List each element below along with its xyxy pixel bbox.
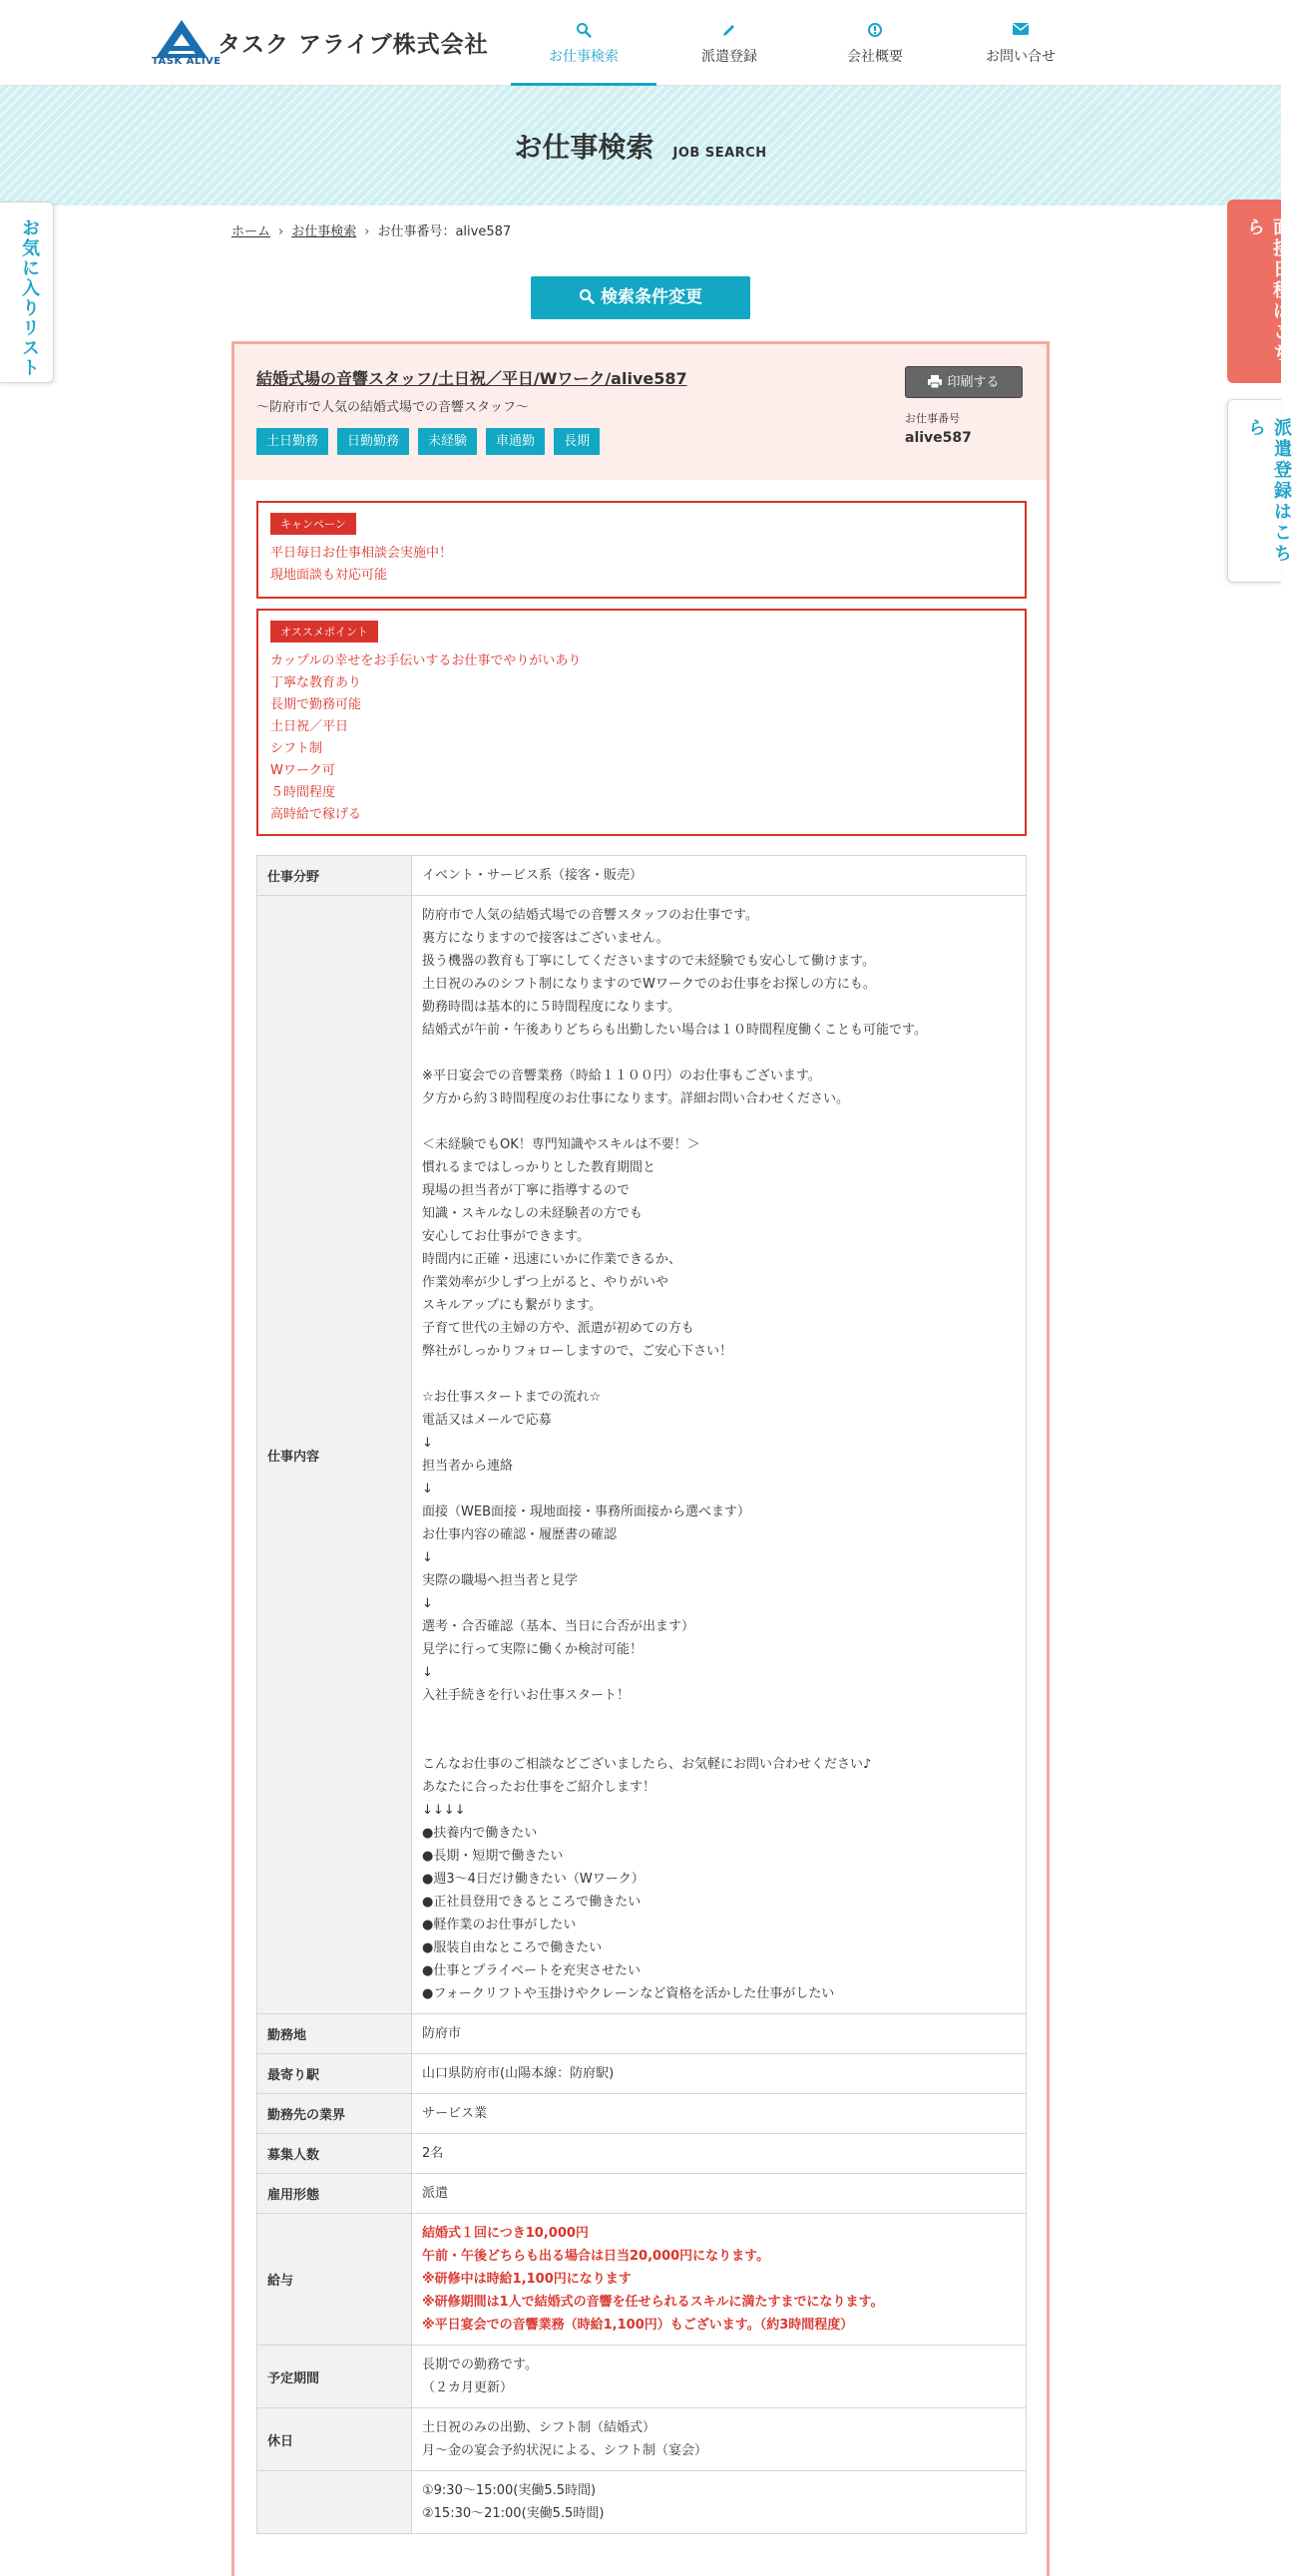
text-line: カップルの幸せをお手伝いするお仕事でやりがいあり bbox=[270, 653, 582, 668]
nav-contact[interactable] bbox=[948, 0, 1093, 86]
page-title: お仕事検索 bbox=[514, 131, 654, 164]
text-line: あなたに合ったお仕事をご紹介します！ bbox=[422, 1780, 656, 1795]
text-line: ●仕事とプライベートを充実させたい bbox=[422, 1963, 641, 1978]
detail-value bbox=[412, 2094, 1026, 2133]
breadcrumb-home[interactable]: ホーム bbox=[231, 224, 271, 239]
job-card-header bbox=[234, 344, 1047, 480]
text-line: ●正社員登用できるところで働きたい bbox=[422, 1895, 642, 1910]
text-line: こんなお仕事のご相談などございましたら、お気軽にお問い合わせください♪ bbox=[422, 1757, 872, 1772]
recommend-points-box bbox=[256, 609, 1027, 836]
text-line bbox=[422, 1363, 1016, 1386]
job-tag: 土日勤務 bbox=[256, 428, 328, 455]
text-line bbox=[422, 1042, 1016, 1065]
search-icon bbox=[511, 22, 656, 40]
detail-row bbox=[256, 2014, 1027, 2054]
text-line: 月～金の宴会予約状況による、シフト制（宴会） bbox=[422, 2443, 708, 2458]
detail-row bbox=[256, 856, 1027, 896]
job-details-table bbox=[256, 855, 1027, 2534]
nav-label: お問い合せ bbox=[986, 49, 1056, 65]
site-header bbox=[0, 0, 1281, 86]
text-line: スキルアップにも繋がります。 bbox=[422, 1298, 602, 1313]
info-icon bbox=[802, 22, 948, 40]
detail-row bbox=[256, 2054, 1027, 2094]
text-line: Wワーク可 bbox=[270, 763, 335, 778]
job-card bbox=[231, 341, 1050, 2576]
detail-row bbox=[256, 2174, 1027, 2214]
nav-registration[interactable] bbox=[656, 0, 802, 86]
detail-label: 休日 bbox=[257, 2408, 412, 2470]
job-tags bbox=[256, 428, 609, 455]
detail-label: 仕事内容 bbox=[257, 896, 412, 2013]
text-line: ↓ bbox=[422, 1550, 433, 1565]
page-subtitle: JOB SEARCH bbox=[672, 146, 767, 161]
text-line bbox=[422, 1707, 1016, 1730]
text-line: 子育て世代の主婦の方や、派遣が初めての方も bbox=[422, 1321, 694, 1336]
detail-value bbox=[412, 856, 1026, 895]
detail-value bbox=[412, 2471, 1026, 2533]
text-line: 派遣 bbox=[422, 2186, 449, 2201]
detail-value bbox=[412, 2174, 1026, 2213]
text-line: 現場の担当者が丁寧に指導するので bbox=[422, 1183, 631, 1198]
main-nav bbox=[511, 0, 1093, 86]
text-line: 防府市 bbox=[422, 2026, 462, 2041]
breadcrumb bbox=[231, 220, 511, 239]
job-title[interactable]: 結婚式場の音響スタッフ/土日祝／平日/Wワーク/alive587 bbox=[256, 369, 687, 388]
text-line: 電話又はメールで応募 bbox=[422, 1413, 552, 1428]
print-label: 印刷する bbox=[947, 375, 1000, 390]
text-line: ●扶養内で働きたい bbox=[422, 1826, 538, 1841]
company-logo[interactable] bbox=[152, 18, 489, 70]
text-line: 知識・スキルなしの未経験者の方でも bbox=[422, 1206, 643, 1221]
nav-company[interactable] bbox=[802, 0, 948, 86]
text-line: ●軽作業のお仕事がしたい bbox=[422, 1918, 577, 1932]
detail-label: 予定期間 bbox=[257, 2346, 412, 2407]
detail-label: 雇用形態 bbox=[257, 2174, 412, 2213]
text-line: ＜未経験でもOK！専門知識やスキルは不要！＞ bbox=[422, 1137, 700, 1152]
favorites-tab-label: お気に入りリスト bbox=[19, 218, 40, 378]
campaign-badge: キャンペーン bbox=[270, 513, 356, 535]
text-line bbox=[422, 1110, 1016, 1133]
change-search-button[interactable] bbox=[531, 276, 750, 319]
text-line: 面接（WEB面接・現地面接・事務所面接から選べます） bbox=[422, 1504, 750, 1519]
logo-subtext: TASK ALIVE bbox=[152, 56, 221, 67]
recommend-badge: オススメポイント bbox=[270, 621, 378, 643]
text-line: 見学に行って実際に働くか検討可能！ bbox=[422, 1642, 644, 1657]
text-line: 午前・午後どちらも出る場合は日当20,000円になります。 bbox=[422, 2249, 770, 2264]
campaign-box bbox=[256, 501, 1027, 599]
text-line: 時間内に正確・迅速にいかに作業できるか、 bbox=[422, 1252, 682, 1267]
nav-job-search[interactable] bbox=[511, 0, 656, 86]
interview-schedule-tab[interactable] bbox=[1227, 200, 1291, 383]
detail-value bbox=[412, 896, 1026, 2013]
detail-row bbox=[256, 2471, 1027, 2534]
detail-label: 募集人数 bbox=[257, 2134, 412, 2173]
text-line: ※研修中は時給1,100円になります bbox=[422, 2272, 632, 2287]
logo-text: タスク アライブ株式会社 bbox=[217, 32, 489, 58]
detail-row bbox=[256, 2408, 1027, 2471]
text-line: ※研修期間は1人で結婚式の音響を任せられるスキルに満たすまでになります。 bbox=[422, 2295, 884, 2310]
chevron-right-icon: › bbox=[278, 224, 284, 239]
text-line: ●週3～4日だけ働きたい（Wワーク） bbox=[422, 1872, 645, 1887]
detail-value bbox=[412, 2134, 1026, 2173]
job-number: alive587 bbox=[905, 430, 972, 446]
text-line: ５時間程度 bbox=[270, 785, 336, 800]
text-line: 土日祝のみの出勤、シフト制（結婚式） bbox=[422, 2420, 656, 2435]
detail-label: 給与 bbox=[257, 2214, 412, 2345]
detail-row bbox=[256, 2094, 1027, 2134]
detail-row bbox=[256, 896, 1027, 2014]
text-line: ↓ bbox=[422, 1436, 433, 1451]
text-line: 担当者から連絡 bbox=[422, 1459, 514, 1474]
detail-label: 勤務先の業界 bbox=[257, 2094, 412, 2133]
text-line: 長期で勤務可能 bbox=[270, 697, 362, 712]
text-line: ↓ bbox=[422, 1596, 433, 1611]
detail-value bbox=[412, 2054, 1026, 2093]
detail-value bbox=[412, 2346, 1026, 2407]
text-line: 裏方になりますので接客はございません。 bbox=[422, 931, 669, 946]
text-line: 選考・合否確認（基本、当日に合否が出ます） bbox=[422, 1619, 695, 1634]
job-number-label: お仕事番号 bbox=[905, 412, 960, 425]
job-tag: 車通勤 bbox=[486, 428, 545, 455]
search-icon bbox=[579, 288, 595, 304]
text-line: ☆お仕事スタートまでの流れ☆ bbox=[422, 1390, 602, 1405]
text-line: 弊社がしっかりフォローしますので、ご安心下さい！ bbox=[422, 1344, 733, 1359]
text-line: お仕事内容の確認・履歴書の確認 bbox=[422, 1527, 618, 1542]
print-button[interactable] bbox=[905, 366, 1023, 398]
page-banner bbox=[0, 86, 1281, 206]
text-line: ↓ bbox=[422, 1482, 433, 1497]
registration-tab-label: 派遣登録はこちら bbox=[1245, 418, 1292, 565]
printer-icon bbox=[928, 375, 942, 388]
detail-value bbox=[412, 2408, 1026, 2470]
detail-value bbox=[412, 2014, 1026, 2053]
job-subtitle: ～防府市で人気の結婚式場での音響スタッフ～ bbox=[256, 400, 530, 415]
job-tag: 未経験 bbox=[418, 428, 477, 455]
text-line: 2名 bbox=[422, 2146, 444, 2161]
detail-label: 最寄り駅 bbox=[257, 2054, 412, 2093]
text-line: 夕方から約３時間程度のお仕事になります。詳細お問い合わせください。 bbox=[422, 1091, 849, 1106]
pencil-icon bbox=[656, 22, 802, 40]
detail-label bbox=[257, 2471, 412, 2533]
text-line: 作業効率が少しずつ上がると、やりがいや bbox=[422, 1275, 669, 1290]
text-line: 防府市で人気の結婚式場での音響スタッフのお仕事です。 bbox=[422, 908, 758, 923]
text-line: イベント・サービス系（接客・販売） bbox=[422, 868, 644, 883]
detail-row bbox=[256, 2134, 1027, 2174]
detail-label: 仕事分野 bbox=[257, 856, 412, 895]
nav-label: 派遣登録 bbox=[701, 49, 757, 65]
text-line: 山口県防府市(山陽本線：防府駅) bbox=[422, 2066, 615, 2081]
text-line: ↓↓↓↓ bbox=[422, 1803, 466, 1818]
text-line: ※平日宴会での音響業務（時給1,100円）もございます。（約3時間程度） bbox=[422, 2318, 854, 2333]
text-line: 土日祝／平日 bbox=[270, 719, 349, 734]
text-line: 扱う機器の教育も丁寧にしてくださいますので未経験でも安心して働けます。 bbox=[422, 954, 875, 969]
job-tag: 長期 bbox=[554, 428, 600, 455]
text-line: ②15:30～21:00(実働5.5時間) bbox=[422, 2506, 605, 2521]
text-line: 結婚式が午前・午後ありどちらも出勤したい場合は１０時間程度働くことも可能です。 bbox=[422, 1023, 927, 1038]
mail-icon bbox=[948, 22, 1093, 40]
breadcrumb-search[interactable]: お仕事検索 bbox=[291, 224, 357, 239]
detail-row bbox=[256, 2346, 1027, 2408]
favorites-tab[interactable] bbox=[0, 202, 54, 383]
text-line: ●長期・短期で働きたい bbox=[422, 1849, 564, 1864]
nav-label: 会社概要 bbox=[847, 49, 903, 65]
text-line: 実際の職場へ担当者と見学 bbox=[422, 1573, 579, 1588]
chevron-right-icon: › bbox=[364, 224, 370, 239]
breadcrumb-current: お仕事番号：alive587 bbox=[377, 224, 512, 239]
text-line: ※平日宴会での音響業務（時給１１００円）のお仕事もございます。 bbox=[422, 1069, 821, 1083]
text-line: ①9:30～15:00(実働5.5時間) bbox=[422, 2483, 597, 2498]
text-line: シフト制 bbox=[270, 741, 323, 756]
job-tag: 日勤勤務 bbox=[337, 428, 409, 455]
registration-tab[interactable] bbox=[1227, 399, 1292, 583]
text-line: 慣れるまではしっかりとした教育期間と bbox=[422, 1160, 656, 1175]
detail-value bbox=[412, 2214, 1026, 2345]
text-line: 丁寧な教育あり bbox=[270, 675, 362, 690]
text-line: サービス業 bbox=[422, 2106, 488, 2121]
detail-row bbox=[256, 2214, 1027, 2346]
nav-label: お仕事検索 bbox=[549, 49, 619, 65]
text-line: 安心してお仕事ができます。 bbox=[422, 1229, 590, 1244]
text-line: 結婚式１回につき10,000円 bbox=[422, 2226, 589, 2241]
text-line: 高時給で稼げる bbox=[270, 807, 362, 822]
text-line: 現地面談も対応可能 bbox=[270, 568, 388, 583]
text-line bbox=[422, 1730, 1016, 1753]
text-line: ↓ bbox=[422, 1665, 433, 1680]
text-line: （２カ月更新） bbox=[422, 2380, 514, 2395]
text-line: 土日祝のみのシフト制になりますのでWワークでのお仕事をお探しの方にも。 bbox=[422, 977, 876, 992]
text-line: 平日毎日お仕事相談会実施中！ bbox=[270, 546, 453, 561]
text-line: 勤務時間は基本的に５時間程度になります。 bbox=[422, 1000, 680, 1015]
text-line: 入社手続きを行いお仕事スタート！ bbox=[422, 1688, 631, 1703]
detail-label: 勤務地 bbox=[257, 2014, 412, 2053]
text-line: ●服装自由なところで働きたい bbox=[422, 1940, 603, 1955]
change-search-label: 検索条件変更 bbox=[601, 287, 702, 307]
text-line: ●フォークリフトや玉掛けやクレーンなど資格を活かした仕事がしたい bbox=[422, 1986, 835, 2001]
interview-tab-label: 面接日程はこちら bbox=[1244, 217, 1291, 364]
text-line: 長期での勤務です。 bbox=[422, 2358, 538, 2372]
